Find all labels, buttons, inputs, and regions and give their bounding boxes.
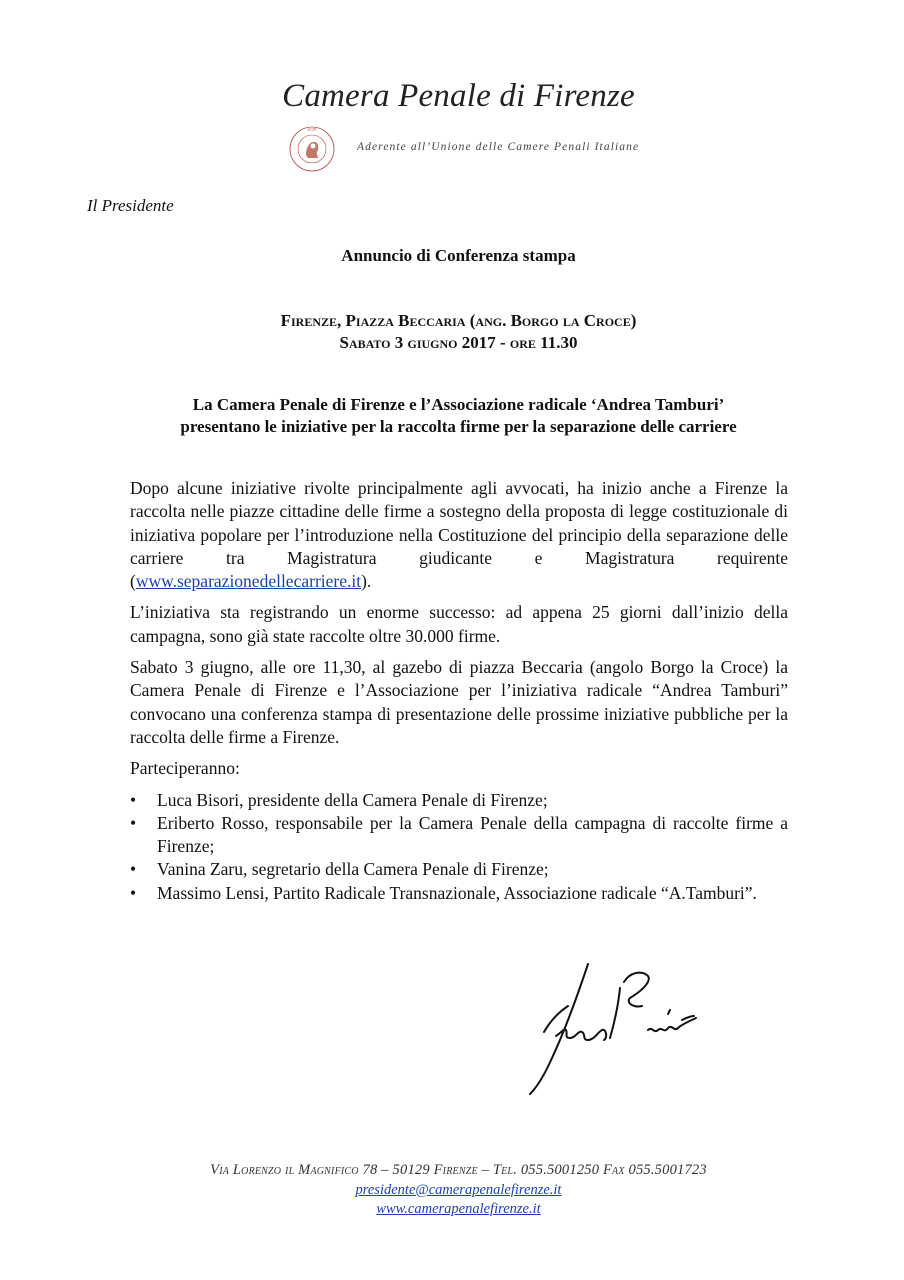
paragraph-3: Sabato 3 giugno, alle ore 11,30, al gazebo di piazza Beccaria (angolo Borgo la Croce) la Camera Penale di Firenze e l’Associazione per l’iniziativa radicale “Andrea Tamburi” convocano una conferenza stampa di presentazione delle prossime iniziative pubbliche per la raccolta delle firme a Firenze. (130, 657, 788, 747)
president-label: Il Presidente (87, 196, 174, 215)
adherent-tagline: Aderente all’Unione delle Camere Penali Italiane (357, 141, 640, 153)
footer-address: Via Lorenzo il Magnifico 78 – 50129 Firenze – Tel. 055.5001250 Fax 055.5001723 (210, 1162, 707, 1178)
participants-intro: Parteciperanno: (130, 758, 240, 779)
headline-line-2: presentano le iniziative per la raccolta firme per la separazione delle carriere (180, 417, 737, 436)
bullet-icon: • (130, 882, 137, 903)
list-item (130, 882, 788, 905)
list-item (130, 858, 788, 881)
participants-list (130, 789, 788, 905)
organization-name: Camera Penale di Firenze (282, 78, 635, 114)
paragraph-1-end: ). (361, 571, 372, 592)
event-location: Firenze, Piazza Beccaria (ang. Borgo la Croce) (280, 311, 637, 330)
campaign-website-link[interactable]: www.separazionedellecarriere.it (135, 571, 362, 592)
paragraph-1 (130, 477, 788, 593)
seal-logo-icon (288, 125, 336, 173)
paragraph-1-text: Dopo alcune iniziative rivolte principalmente agli avvocati, ha inizio anche a Firenze la raccolta nelle piazze cittadine delle firme a sostegno della proposta di legge costituzionale di iniziativa popolare per l’introduzione nella Costituzione del principio della separazione delle carriere tra Magistratura giudicante e Magistratura requirente ( (130, 478, 788, 592)
event-datetime: Sabato 3 giugno 2017 - ore 11.30 (339, 333, 578, 352)
svg-text:UCPI: UCPI (307, 127, 317, 132)
participant-text: Vanina Zaru, segretario della Camera Penale di Firenze; (157, 859, 549, 880)
list-item (130, 812, 788, 859)
event-info (0, 310, 904, 354)
list-item (130, 789, 788, 812)
bullet-icon: • (130, 812, 137, 833)
footer-website-link[interactable]: www.camerapenalefirenze.it (376, 1201, 541, 1217)
body-text (130, 477, 788, 905)
announcement-title: Annuncio di Conferenza stampa (341, 246, 576, 265)
bullet-icon: • (130, 789, 137, 810)
bullet-icon: • (130, 859, 137, 880)
paragraph-2: L’iniziativa sta registrando un enorme successo: ad appena 25 giorni dall’inizio della campagna, sono già state raccolte oltre 30.000 firme. (130, 602, 788, 646)
participant-text: Luca Bisori, presidente della Camera Penale di Firenze; (157, 789, 548, 810)
footer-email-link[interactable]: presidente@camerapenalefirenze.it (355, 1181, 562, 1198)
handwritten-signature (522, 958, 707, 1100)
footer (0, 1161, 904, 1220)
headline-line-1: La Camera Penale di Firenze e l’Associazione radicale ‘Andrea Tamburi’ (192, 395, 725, 414)
participant-text: Eriberto Rosso, responsabile per la Camera Penale della campagna di raccolte firme a Firenze; (157, 812, 788, 857)
headline (0, 394, 904, 438)
participant-text: Massimo Lensi, Partito Radicale Transnazionale, Associazione radicale “A.Tamburi”. (157, 882, 757, 903)
